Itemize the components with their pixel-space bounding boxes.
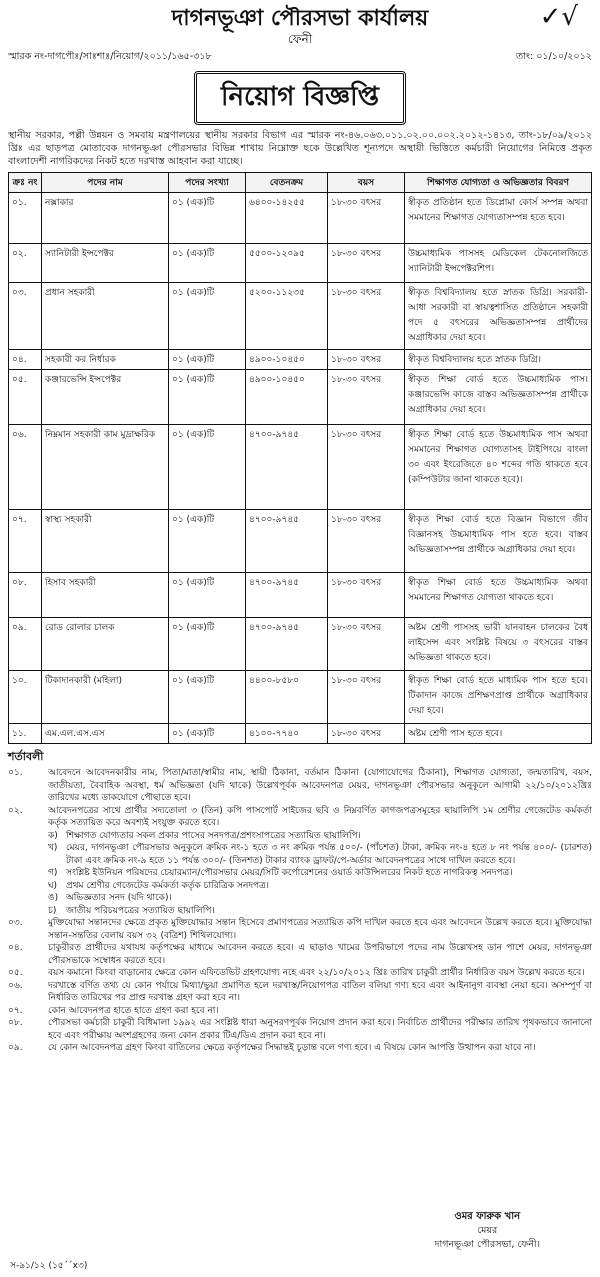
qualification-cell: স্বীকৃত শিক্ষা বোর্ড হতে উচ্চমাধ্যমিক পাস। কঞ্জারভেন্সি কাজে বাস্তব অভিজ্ঞতাসম্পন্ন প্রার্থীকে অগ্রাধিকার দেয়া হবে।: [405, 370, 592, 425]
qualification-cell: অষ্টম শ্রেণী পাসসহ ভারী যানবাহন চালকের বৈধ লাইসেন্স এবং সংশ্লিষ্ট বিষয়ে ৩ বৎসরের বাস্তব অভিজ্ঞতা থাকতে হবে।: [405, 618, 592, 671]
subcondition-item-text: জাতীয় পরিচয়পত্রের সত্যায়িত ছায়ালিপি।: [66, 905, 215, 916]
age-cell: ১৮-৩০ বৎসর: [328, 425, 405, 510]
subcondition-item-number: ক): [48, 830, 58, 841]
col-serial: ক্রঃ নং: [9, 173, 42, 193]
qualification-cell: উচ্চমাধ্যমিক পাসসহ মেডিকেল টেকনোলজিতে স্যানিটারী ইন্সপেক্টরশিপ।: [405, 244, 592, 283]
post-count-cell: ০১ (এক)টি: [169, 724, 246, 744]
table-row: [9, 724, 592, 744]
pay-scale-cell: ৪৭০০-৯৭৪৫: [246, 573, 328, 618]
table-row: [9, 425, 592, 510]
memo-date: তাং: ০১/১০/২০১২: [516, 51, 592, 62]
pay-scale-cell: ৪১০০-৭৭৪০: [246, 724, 328, 744]
serial-cell: ১০.: [9, 671, 42, 724]
condition-item: [8, 967, 592, 980]
serial-cell: ০৯.: [9, 618, 42, 671]
conditions-list: [8, 767, 592, 830]
pay-scale-cell: ৪৪০০-৮৫৮০: [246, 671, 328, 724]
post-count-cell: ০১ (এক)টি: [169, 425, 246, 510]
post-count-cell: ০১ (এক)টি: [169, 244, 246, 283]
post-count-cell: ০১ (এক)টি: [169, 283, 246, 350]
pay-scale-cell: ৬৪০০-১৪২৫৫: [246, 193, 328, 244]
table-row: [9, 283, 592, 350]
post-name-cell: স্বাস্থ্য সহকারী: [42, 510, 169, 573]
pay-scale-cell: ৪৭০০-৯৭৪৫: [246, 510, 328, 573]
subcondition-item-text: সংশ্লিষ্ট ইউনিয়ন পরিষদের চেয়ারম্যান/পৌরসভার মেয়র/সিটি কর্পোরেশনের ওয়ার্ড কাউন্সিলরের নিকট হতে নাগরিকত্ব সনদপত্র।: [66, 868, 513, 878]
post-name-cell: প্রধান সহকারী: [42, 283, 169, 350]
post-name-cell: এম.এল.এস.এস: [42, 724, 169, 744]
qualification-cell: স্বীকৃত শিক্ষা বোর্ড হতে মাধ্যমিক পাস হতে হবে। টিকাদান কাজে প্রশিক্ষণপ্রাপ্ত প্রার্থীকে অগ্রাধিকার দেয়া হবে।: [405, 671, 592, 724]
qualification-cell: অষ্টম শ্রেণী পাস হতে হবে।: [405, 724, 592, 744]
subcondition-item-number: খ): [48, 843, 58, 853]
condition-item-text: দরখাস্তে বর্ণিত তথ্য যে কোন পর্যায়ে মিথ্যা/ভুয়া প্রমাণিত হলে দরখাস্ত/নিয়োগপত্র বাতিল বলিয়া গণ্য হবে এবং আইনানুগ ব্যবস্থা নেয়া হবে। অসম্পূর্ণ বা নির্ধারিত তারিখের পর প্রাপ্ত দরখাস্ত গ্রহণ করা হবে না।: [48, 980, 592, 1003]
condition-item: [8, 767, 592, 805]
condition-item-number: ০১.: [8, 768, 23, 778]
condition-item-text: আবেদনে আবেদনকারীর নাম, পিতা/মাতা/স্বামীর নাম, স্থায়ী ঠিকানা, বর্তমান ঠিকানা (যোগাযোগের ঠিকানা), শিক্ষাগত যোগ্যতা, জন্মতারিখ, বয়স, জাতীয়তা, বৈবাহিক অবস্থা, ধর্ম অভিজ্ঞতা (যদি থাকে) উল্লেখপূর্বক আবেদনপত্র মেয়র, দাগনভূঞা পৌরসভার অনুকূলে আগামী ২২/১০/২০১২খ্রিঃ তারিখের মধ্যে ডাকযোগে পৌছাতে হবে।: [48, 768, 592, 803]
district-name: ফেনী: [287, 32, 313, 46]
condition-item-text: কোন আবেদনপত্র হাতে হাতে গ্রহণ করা হবে না।: [48, 1005, 219, 1016]
qualification-cell: স্বীকৃত প্রতিষ্ঠান হতে ডিপ্লোমা কোর্স সম্পন্ন অথবা সমমানের শিক্ষাগত যোগ্যতাসম্পন্ন হতে হবে।: [405, 193, 592, 244]
conditions-title: শর্তাবলী: [8, 750, 44, 763]
subcondition-item: [8, 880, 592, 893]
post-count-cell: ০১ (এক)টি: [169, 618, 246, 671]
age-cell: ১৮-৩০ বৎসর: [328, 350, 405, 370]
signatory-title: মেয়র: [477, 1225, 498, 1236]
subcondition-item: [8, 867, 592, 880]
col-pay-scale: বেতনক্রম: [246, 173, 328, 193]
serial-cell: ০৩.: [9, 283, 42, 350]
age-cell: ১৮-৩০ বৎসর: [328, 724, 405, 744]
condition-item: [8, 980, 592, 1005]
condition-item: [8, 805, 592, 830]
pay-scale-cell: ৪৯০০-১০৪৫০: [246, 370, 328, 425]
age-cell: ১৮-৩০ বৎসর: [328, 618, 405, 671]
post-name-cell: নিম্নমান সহকারী কাম মুদ্রাক্ষরিক: [42, 425, 169, 510]
serial-cell: ০১.: [9, 193, 42, 244]
conditions-list-2: [8, 917, 592, 1055]
post-count-cell: ০১ (এক)টি: [169, 350, 246, 370]
col-post-name: পদের নাম: [42, 173, 169, 193]
post-name-cell: সহকারী কর নির্ধারক: [42, 350, 169, 370]
age-cell: ১৮-৩০ বৎসর: [328, 370, 405, 425]
subcondition-item-number: গ): [48, 868, 58, 878]
col-qualification: শিক্ষাগত যোগ্যতা ও অভিজ্ঞতার বিবরণ: [405, 173, 592, 193]
condition-item-number: ০৭.: [8, 1005, 23, 1016]
condition-item-text: মুক্তিযোদ্ধা সন্তানদের ক্ষেত্রে প্রকৃত মুক্তিযোদ্ধার সন্তান হিসেবে প্রমাণপত্রের সত্যায়িত কপি দাখিল করতে হবে এবং আবেদনে উল্লেখ করতে হবে। মুক্তিযোদ্ধা সন্তান-সন্ততির বেলায় বয়স ৩২ (বত্রিশ) শিথিলযোগ্য।: [48, 918, 592, 941]
post-name-cell: স্যানিটারী ইন্সপেক্টর: [42, 244, 169, 283]
post-count-cell: ০১ (এক)টি: [169, 510, 246, 573]
age-cell: ১৮-৩০ বৎসর: [328, 283, 405, 350]
post-name-cell: রোড রোলার চালক: [42, 618, 169, 671]
subcondition-item-number: ঘ): [48, 880, 58, 891]
condition-item-number: ০২.: [8, 805, 23, 816]
table-row: [9, 370, 592, 425]
pay-scale-cell: ৪৭০০-৯৭৪৫: [246, 425, 328, 510]
condition-item-text: বয়স কমানো কিংবা বাড়ানোর ক্ষেত্রে কোন এফিডেভিট গ্রহণযোগ্য নহে এবং ২২/১০/২০১২ খ্রিঃ তারিখ চাকুরী প্রার্থীর নির্ধারিত বয়স উল্লেখ করতে হবে।: [48, 968, 585, 978]
post-name-cell: নক্সাকার: [42, 193, 169, 244]
post-name-cell: কঞ্জারভেন্সি ইন্সপেক্টর: [42, 370, 169, 425]
subcondition-item-text: শিক্ষাগত যোগ্যতার সকল প্রকার পাসের সনদপত্র/প্রশংসাপত্রের সত্যায়িত ছায়ালিপি।: [66, 830, 361, 841]
footer-code: স-৯১/১২ (১৫´´x৩): [10, 1261, 88, 1271]
posts-table: [8, 172, 592, 744]
post-name-cell: টিকাদানকারী (মহিলা): [42, 671, 169, 724]
col-age: বয়স: [328, 173, 405, 193]
serial-cell: ০৪.: [9, 350, 42, 370]
age-cell: ১৮-৩০ বৎসর: [328, 510, 405, 573]
pay-scale-cell: ৪৭০০-৯৭৪৫: [246, 618, 328, 671]
post-count-cell: ০১ (এক)টি: [169, 193, 246, 244]
table-row: [9, 573, 592, 618]
banner-title: নিয়োগ বিজ্ঞপ্তি: [194, 71, 406, 125]
signature-block: [434, 1210, 540, 1252]
table-row: [9, 193, 592, 244]
condition-item: [8, 1017, 592, 1042]
post-count-cell: ০১ (এক)টি: [169, 370, 246, 425]
serial-cell: ০২.: [9, 244, 42, 283]
age-cell: ১৮-৩০ বৎসর: [328, 193, 405, 244]
serial-cell: ১১.: [9, 724, 42, 744]
subcondition-item-number: চ): [48, 905, 57, 916]
pay-scale-cell: ৫৫০০-১২০৯৫: [246, 244, 328, 283]
table-row: [9, 350, 592, 370]
condition-item: [8, 942, 592, 967]
table-row: [9, 244, 592, 283]
subcondition-item: [8, 905, 592, 918]
signatory-org: দাগনভূঞা পৌরসভা, ফেনী।: [434, 1239, 540, 1250]
condition-item-text: আবেদনপত্রের সাথে প্রার্থীর সদ্যতোলা ৩ (তিন) কপি পাসপোর্ট সাইজের ছবি ও নিম্নবর্ণিত কাগজপত্রসমূহের ছায়ালিপি ১ম শ্রেণীর গেজেটেড কর্মকর্তা কর্তৃক সত্যায়িত করে অবশ্যই সংযুক্ত করতে হবে।: [48, 805, 592, 828]
serial-cell: ০৫.: [9, 370, 42, 425]
condition-item-number: ০৮.: [8, 1018, 23, 1028]
qualification-cell: স্বীকৃত শিক্ষা বোর্ড হতে বিজ্ঞান বিভাগে জীব বিজ্ঞানসহ উচ্চমাধ্যমিক পাস হতে হবে। বাস্তব অভিজ্ঞতাসম্পন্ন প্রার্থীকে অগ্রাধিকার দেয়া হবে।: [405, 510, 592, 573]
table-row: [9, 671, 592, 724]
condition-item-number: ০৪.: [8, 943, 23, 953]
post-count-cell: ০১ (এক)টি: [169, 573, 246, 618]
serial-cell: ০৮.: [9, 573, 42, 618]
subcondition-item-text: অভিজ্ঞতার সনদ (যদি থাকে)।: [66, 893, 172, 903]
check-mark-icon: ✓√: [539, 2, 578, 32]
condition-item: [8, 917, 592, 942]
condition-item-text: পৌরসভা কর্মচারী চাকুরী বিধিমালা ১৯৯২ এর সংশ্লিষ্ট ধারা অনুসরণপূর্বক নিয়োগ প্রদান করা হবে। নির্বাচিত প্রার্থীদের পরীক্ষার তারিখ পৃথকভাবে জানানো হবে এবং পরীক্ষায় অংশগ্রহণের জন্য কোন প্রকার টিএ/ডিএ প্রদান করা হবে না।: [48, 1018, 592, 1041]
condition-item-number: ০৫.: [8, 968, 23, 978]
serial-cell: ০৬.: [9, 425, 42, 510]
subcondition-item-text: মেয়র, দাগনভূঞা পৌরসভার অনুকূলে ক্রমিক নং-১ হতে ৩ নং ক্রমিক পর্যন্ত ৫০০/- (পাঁচশত) টাকা, ক্রমিক নং-৪ হতে ৮ নং পর্যন্ত ৪০০/- (চারশত) টাকা এবং ক্রমিক নং-৯ হতে ১১ পর্যন্ত ৩০০/- (তিনশত) টাকার ব্যাংক ড্রাফট/পে-অর্ডার আবেদনপত্রের সাথে দাখিল করতে হবে।: [66, 843, 592, 866]
subcondition-item: [8, 830, 592, 843]
condition-item-text: চাকুরীরত প্রার্থীদের যথাযথ কর্তৃপক্ষের মাধ্যমে আবেদন করতে হবে। এ ছাড়াও খামের উপরিভাগে পদের নাম উল্লেখসহ ডান পাশে মেয়র, দাগনভূঞা পৌরসভাকে সম্বোধন করতে হবে।: [48, 943, 592, 966]
post-name-cell: হিসাব সহকারী: [42, 573, 169, 618]
subconditions-list: [8, 830, 592, 918]
condition-item: [8, 1005, 592, 1018]
qualification-cell: স্বীকৃত বিশ্ববিদ্যালয় হতে স্নাতক ডিগ্রি।: [405, 350, 592, 370]
notice-banner: [8, 71, 592, 125]
memo-row: [8, 50, 592, 65]
subcondition-item: [8, 892, 592, 905]
post-count-cell: ০১ (এক)টি: [169, 671, 246, 724]
signatory-name: ওমর ফারুক খান: [454, 1211, 521, 1222]
col-post-count: পদের সংখ্যা: [169, 173, 246, 193]
age-cell: ১৮-৩০ বৎসর: [328, 573, 405, 618]
qualification-cell: স্বীকৃত শিক্ষা বোর্ড হতে উচ্চমাধ্যমিক পাস অথবা সমমানের শিক্ষাগত যোগ্যতাসহ টাইপিংয়ে বাংলা ৩০ এবং ইংরেজিতে ৪০ শব্দের গতি থাকতে হবে (কম্পিউটার জানা থাকতে হবে)।: [405, 425, 592, 510]
memo-number: স্মারক নং-দাগপৌঃ/সাঃশাঃ/নিয়োগ/২০১১/১৬৫-৩১৮: [8, 51, 212, 62]
qualification-cell: স্বীকৃত শিক্ষা বোর্ড হতে উচ্চমাধ্যমিক অথবা সমমানের শিক্ষাগত যোগ্যতা থাকতে হবে।: [405, 573, 592, 618]
age-cell: ১৮-৩০ বৎসর: [328, 671, 405, 724]
office-title: দাগনভূঞা পৌরসভা কার্যালয়: [171, 6, 429, 31]
pay-scale-cell: ৪৯০০-১০৪৫০: [246, 350, 328, 370]
qualification-cell: স্বীকৃত বিশ্ববিদ্যালয় হতে স্নাতক ডিগ্রি। সরকারী-আধা সরকারী বা স্বায়ত্বশাসিত প্রতিষ্ঠানে সহকারী পদে ৫ বৎসরের অভিজ্ঞতাসম্পন্ন প্রার্থীদের অগ্রাধিকার দেয়া হবে।: [405, 283, 592, 350]
table-row: [9, 618, 592, 671]
table-header-row: [9, 173, 592, 193]
condition-item-text: যে কোন আবেদনপত্র গ্রহণ কিংবা বাতিলের ক্ষেত্রে কর্তৃপক্ষের সিদ্ধান্তই চূড়ান্ত বলে গণ্য হবে। এ বিষয়ে কোন আপত্তি উত্থাপন করা যাবে না।: [48, 1043, 536, 1053]
table-row: [9, 510, 592, 573]
serial-cell: ০৭.: [9, 510, 42, 573]
age-cell: ১৮-৩০ বৎসর: [328, 244, 405, 283]
condition-item-number: ০৬.: [8, 980, 23, 991]
subcondition-item-number: ঙ): [48, 893, 59, 903]
subcondition-item-text: প্রথম শ্রেণীর গেজেটেড কর্মকর্তা কর্তৃক চারিত্রিক সনদপত্র।: [66, 880, 269, 891]
condition-item: [8, 1042, 592, 1055]
subcondition-item: [8, 842, 592, 867]
condition-item-number: ০৯.: [8, 1043, 23, 1053]
condition-item-number: ০৩.: [8, 918, 23, 928]
intro-paragraph: স্থানীয় সরকার, পল্লী উন্নয়ন ও সমবায় মন্ত্রণালয়ের স্থানীয় সরকার বিভাগ এর স্মারক নং-৪৬.০৬৩.০১১.০২.০০.০০২.২০১২-১৪১৩, তাং-১৮/০৯/২০১২ খ্রিঃ এর ছাড়পত্র মোতাবেক দাগনভূঞা পৌরসভার বিভিন্ন শাখায় নিম্নোক্ত ছকে উল্লেখিত শূন্যপদে অস্থায়ী ভিত্তিতে কর্মচারী নিয়োগের নিমিত্তে প্রকৃত বাংলাদেশী নাগরিকদের নিকট হতে দরখাস্ত আহবান করা যাচ্ছে।: [8, 130, 592, 167]
pay-scale-cell: ৫২০০-১১২৩৫: [246, 283, 328, 350]
